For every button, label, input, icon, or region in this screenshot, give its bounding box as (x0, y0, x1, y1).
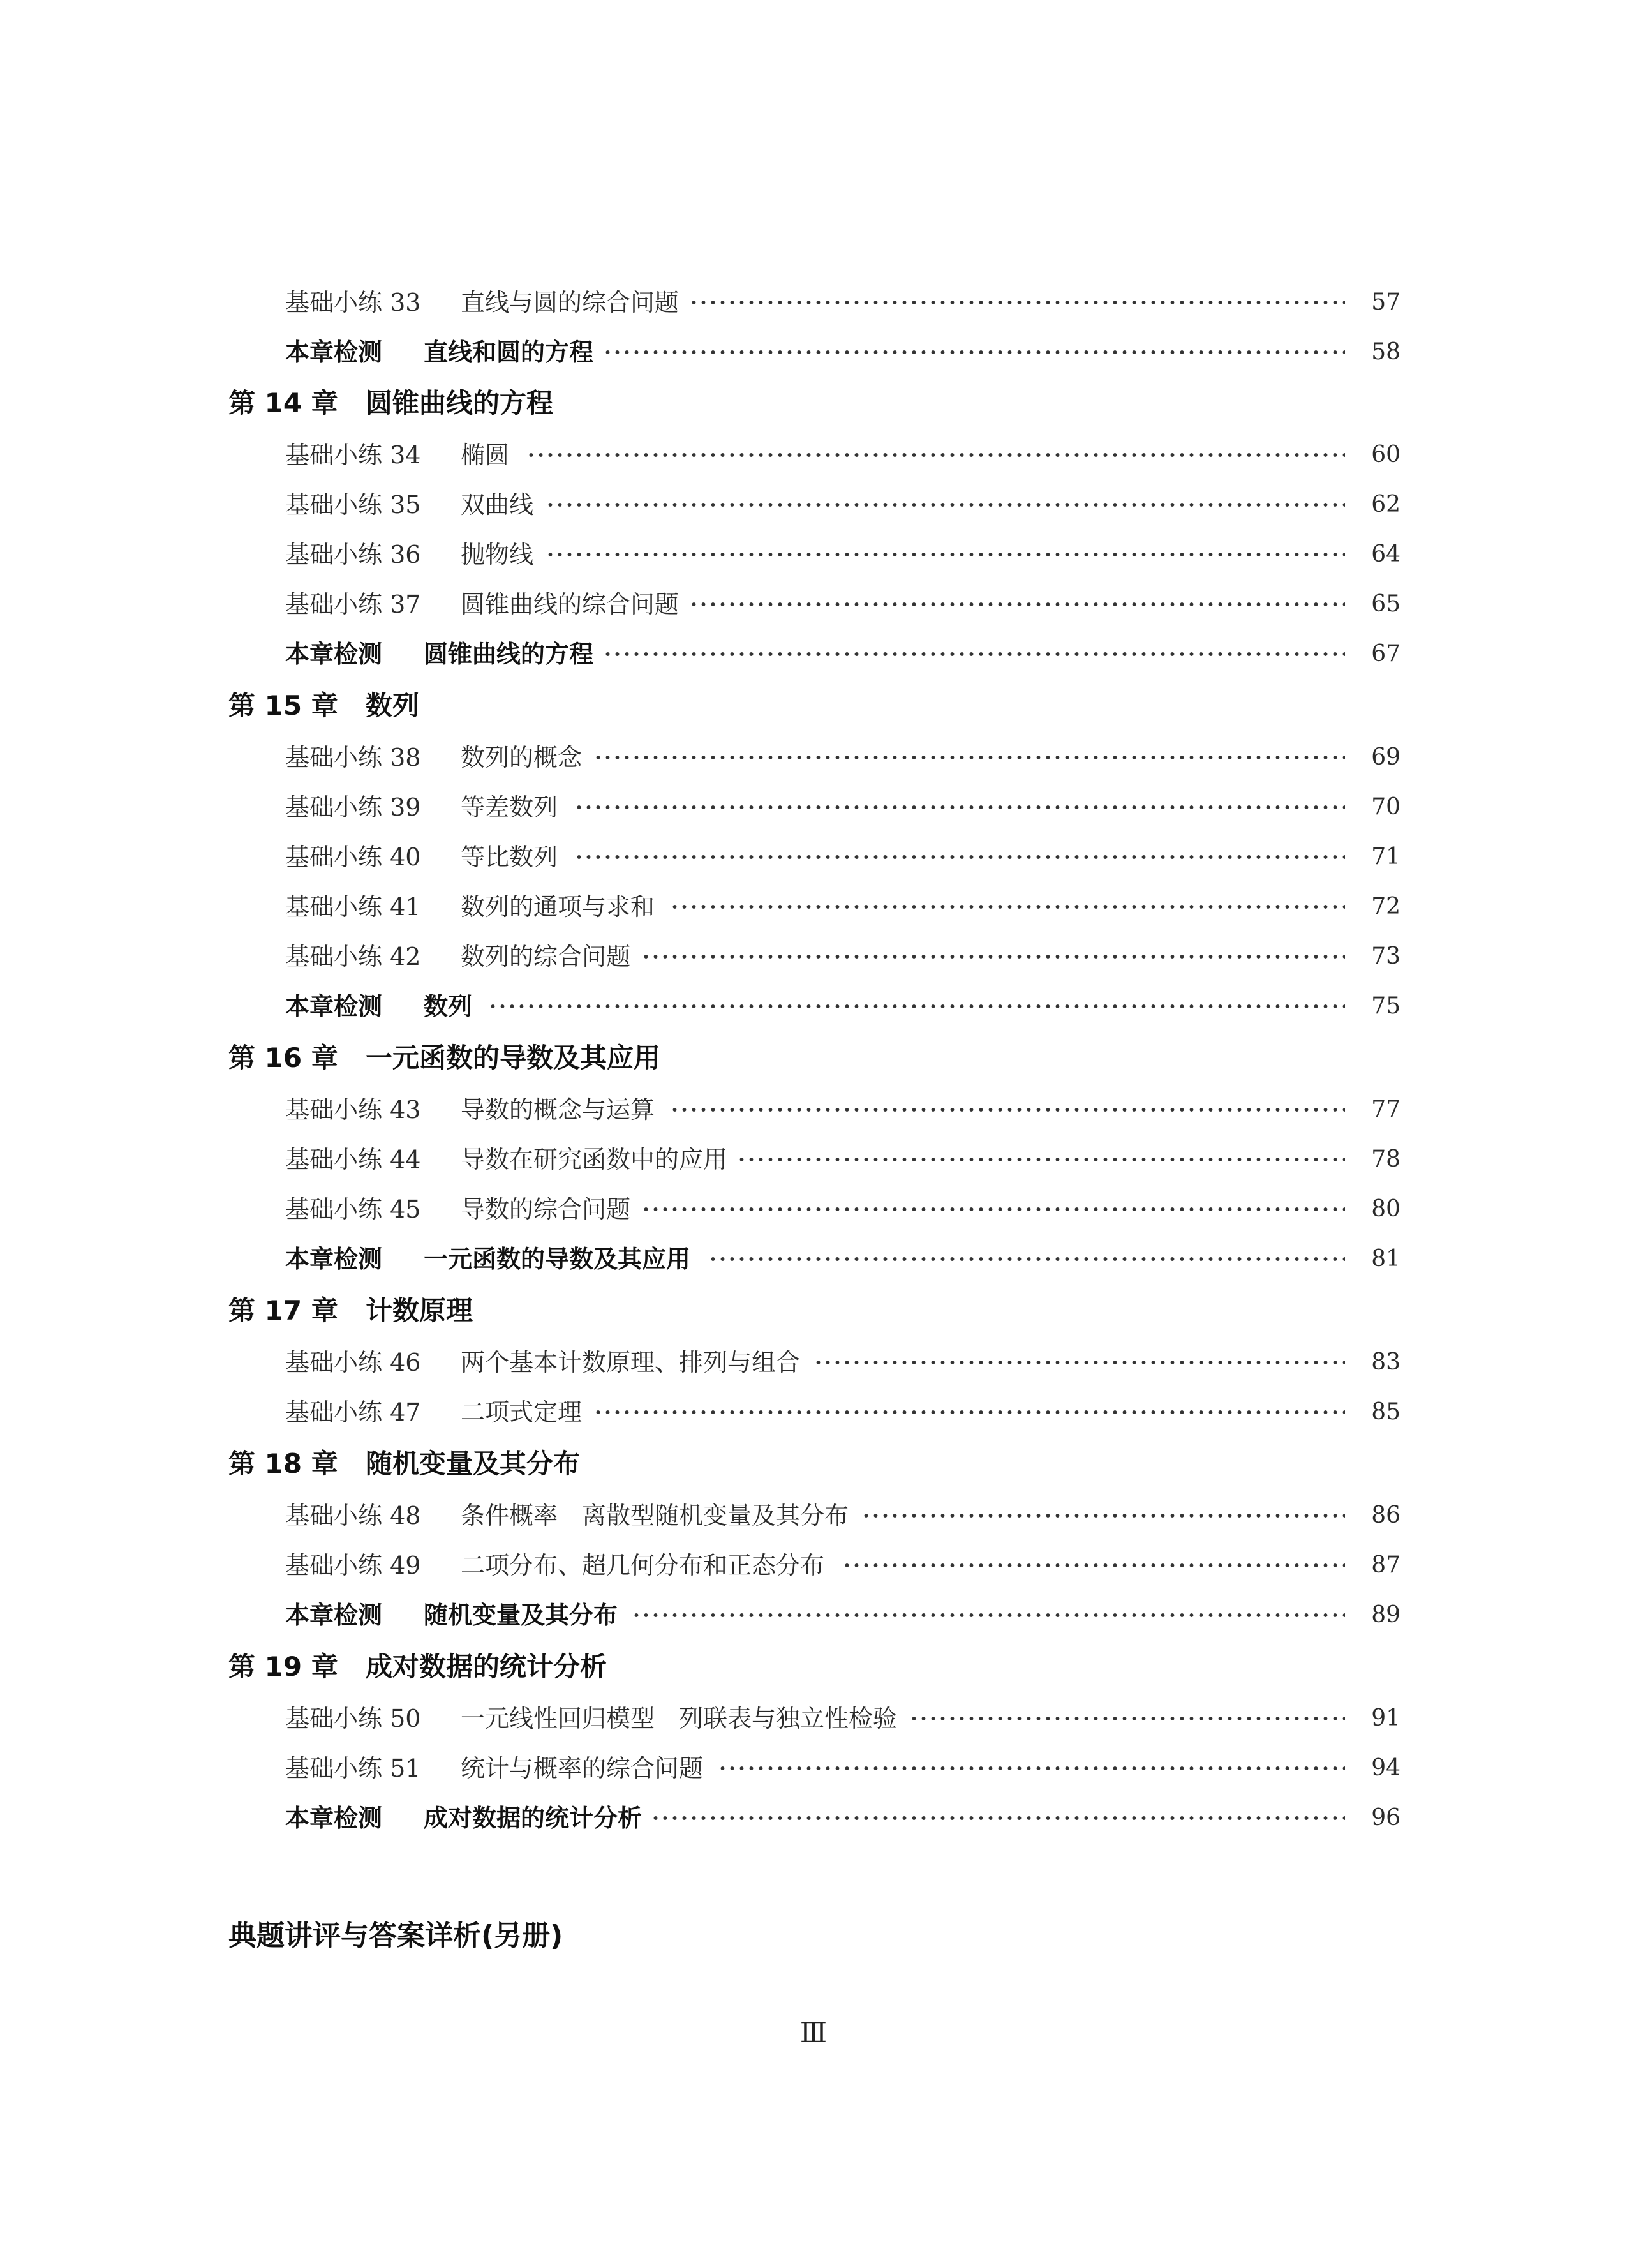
entry-title: 数列的综合问题 (461, 943, 631, 971)
page-number: Ⅲ (799, 2017, 828, 2049)
dot-leader (708, 1234, 1345, 1285)
toc-entry (0, 579, 1627, 630)
entry-code: 基础小练 35 (285, 491, 421, 519)
dot-leader (670, 881, 1345, 932)
dot-leader (574, 782, 1345, 833)
dot-leader (842, 1540, 1345, 1591)
entry-page-number: 75 (1371, 993, 1400, 1019)
entry-page-number: 78 (1371, 1146, 1400, 1172)
chapter-title: 成对数据的统计分析 (366, 1651, 607, 1682)
entry-page-number: 69 (1371, 744, 1400, 770)
toc-entry (0, 931, 1627, 982)
entry-page-number: 91 (1371, 1705, 1400, 1731)
entry-page-number: 86 (1371, 1502, 1400, 1528)
dot-leader (718, 1743, 1345, 1794)
entry-page-number: 58 (1371, 339, 1400, 365)
chapter-heading (0, 680, 1627, 731)
entry-title: 二项分布、超几何分布和正态分布 (461, 1551, 825, 1579)
chapter-test-entry (0, 1590, 1627, 1641)
entry-title: 圆锥曲线的综合问题 (461, 590, 680, 618)
dot-leader (488, 981, 1345, 1032)
entry-title: 一元线性回归模型 列联表与独立性检验 (461, 1705, 898, 1733)
entry-page-number: 71 (1371, 844, 1400, 870)
toc-entry (0, 1084, 1627, 1135)
toc-entry (0, 782, 1627, 833)
dot-leader (861, 1490, 1345, 1541)
entry-code: 本章检测 (285, 1245, 383, 1273)
entry-page-number: 72 (1371, 893, 1400, 920)
entry-code: 本章检测 (285, 338, 383, 366)
entry-code: 本章检测 (285, 992, 383, 1020)
toc-entry (0, 277, 1627, 328)
chapter-number: 第 14 章 (228, 387, 338, 419)
entry-page-number: 96 (1371, 1805, 1400, 1831)
dot-leader (814, 1337, 1345, 1388)
toc-entry (0, 832, 1627, 883)
chapter-title: 一元函数的导数及其应用 (366, 1042, 661, 1073)
entry-page-number: 73 (1371, 943, 1400, 969)
dot-leader (689, 277, 1345, 328)
dot-leader (593, 732, 1345, 783)
toc-entry (0, 1184, 1627, 1235)
entry-page-number: 80 (1371, 1196, 1400, 1222)
toc-entry (0, 479, 1627, 530)
entry-page-number: 64 (1371, 541, 1400, 567)
entry-page-number: 67 (1371, 641, 1400, 667)
entry-code: 基础小练 51 (285, 1754, 421, 1782)
entry-title: 两个基本计数原理、排列与组合 (461, 1348, 801, 1376)
chapter-heading (0, 1285, 1627, 1336)
toc-entry (0, 1693, 1627, 1744)
entry-title: 导数的概念与运算 (461, 1096, 655, 1124)
dot-leader (909, 1693, 1345, 1744)
toc-entry (0, 429, 1627, 481)
entry-code: 本章检测 (285, 1601, 383, 1629)
chapter-heading (0, 1033, 1627, 1084)
entry-code: 基础小练 47 (285, 1398, 421, 1426)
entry-code: 基础小练 37 (285, 590, 421, 618)
toc-entry (0, 881, 1627, 932)
entry-title: 数列的通项与求和 (461, 893, 655, 921)
entry-page-number: 85 (1371, 1399, 1400, 1425)
entry-title: 直线与圆的综合问题 (461, 288, 680, 317)
entry-code: 基础小练 38 (285, 743, 421, 772)
chapter-test-entry (0, 1234, 1627, 1285)
entry-title: 导数在研究函数中的应用 (461, 1145, 728, 1174)
dot-leader (641, 1184, 1345, 1235)
answer-booklet-note: 典题讲评与答案详析(另册) (228, 1920, 563, 1952)
toc-entry (0, 732, 1627, 783)
entry-code: 基础小练 46 (285, 1348, 421, 1376)
chapter-title: 随机变量及其分布 (366, 1448, 581, 1479)
chapter-title: 圆锥曲线的方程 (366, 387, 554, 419)
entry-title: 圆锥曲线的方程 (424, 640, 594, 668)
entry-page-number: 89 (1371, 1602, 1400, 1628)
entry-title: 成对数据的统计分析 (424, 1804, 643, 1832)
dot-leader (546, 479, 1345, 530)
entry-title: 数列 (424, 992, 473, 1020)
entry-code: 基础小练 42 (285, 943, 421, 971)
toc-entry (0, 1743, 1627, 1794)
entry-page-number: 83 (1371, 1349, 1400, 1375)
dot-leader (593, 1387, 1345, 1438)
entry-page-number: 81 (1371, 1246, 1400, 1272)
dot-leader (526, 429, 1345, 481)
toc-entry (0, 529, 1627, 580)
dot-leader (574, 832, 1345, 883)
dot-leader (670, 1084, 1345, 1135)
chapter-heading (0, 378, 1627, 429)
entry-code: 基础小练 39 (285, 793, 421, 821)
entry-code: 基础小练 49 (285, 1551, 421, 1579)
entry-title: 双曲线 (461, 491, 534, 519)
dot-leader (603, 629, 1345, 680)
dot-leader (546, 529, 1345, 580)
chapter-heading (0, 1641, 1627, 1692)
entry-title: 等比数列 (461, 843, 558, 871)
entry-code: 基础小练 33 (285, 288, 421, 317)
chapter-test-entry (0, 981, 1627, 1032)
chapter-number: 第 18 章 (228, 1448, 338, 1479)
entry-code: 基础小练 50 (285, 1705, 421, 1733)
chapter-test-entry (0, 1793, 1627, 1844)
entry-title: 数列的概念 (461, 743, 583, 772)
chapter-title: 数列 (366, 690, 420, 721)
chapter-heading (0, 1438, 1627, 1489)
entry-code: 基础小练 48 (285, 1502, 421, 1530)
entry-code: 基础小练 43 (285, 1096, 421, 1124)
dot-leader (632, 1590, 1345, 1641)
entry-code: 基础小练 34 (285, 441, 421, 469)
dot-leader (689, 579, 1345, 630)
entry-page-number: 65 (1371, 591, 1400, 617)
dot-leader (737, 1134, 1345, 1185)
entry-title: 椭圆 (461, 441, 510, 469)
chapter-number: 第 19 章 (228, 1651, 338, 1682)
chapter-number: 第 17 章 (228, 1295, 338, 1326)
entry-code: 基础小练 44 (285, 1145, 421, 1174)
entry-code: 基础小练 41 (285, 893, 421, 921)
entry-code: 本章检测 (285, 640, 383, 668)
entry-title: 直线和圆的方程 (424, 338, 594, 366)
entry-title: 抛物线 (461, 541, 534, 569)
entry-title: 等差数列 (461, 793, 558, 821)
entry-title: 导数的综合问题 (461, 1195, 631, 1223)
toc-entry (0, 1490, 1627, 1541)
entry-title: 二项式定理 (461, 1398, 583, 1426)
entry-code: 基础小练 36 (285, 541, 421, 569)
dot-leader (641, 931, 1345, 982)
entry-code: 基础小练 40 (285, 843, 421, 871)
entry-title: 一元函数的导数及其应用 (424, 1245, 691, 1273)
toc-entry (0, 1387, 1627, 1438)
dot-leader (603, 327, 1345, 378)
chapter-number: 第 16 章 (228, 1042, 338, 1073)
entry-title: 统计与概率的综合问题 (461, 1754, 704, 1782)
chapter-test-entry (0, 629, 1627, 680)
entry-code: 本章检测 (285, 1804, 383, 1832)
entry-page-number: 87 (1371, 1552, 1400, 1578)
toc-entry (0, 1540, 1627, 1591)
entry-page-number: 70 (1371, 794, 1400, 820)
entry-page-number: 57 (1371, 289, 1400, 315)
entry-code: 基础小练 45 (285, 1195, 421, 1223)
entry-title: 条件概率 离散型随机变量及其分布 (461, 1502, 849, 1530)
entry-page-number: 94 (1371, 1755, 1400, 1781)
chapter-test-entry (0, 327, 1627, 378)
chapter-number: 第 15 章 (228, 690, 338, 721)
entry-page-number: 60 (1371, 442, 1400, 468)
chapter-title: 计数原理 (366, 1295, 473, 1326)
toc-entry (0, 1337, 1627, 1388)
entry-page-number: 77 (1371, 1096, 1400, 1123)
dot-leader (651, 1793, 1345, 1844)
entry-title: 随机变量及其分布 (424, 1601, 618, 1629)
toc-entry (0, 1134, 1627, 1185)
entry-page-number: 62 (1371, 491, 1400, 518)
